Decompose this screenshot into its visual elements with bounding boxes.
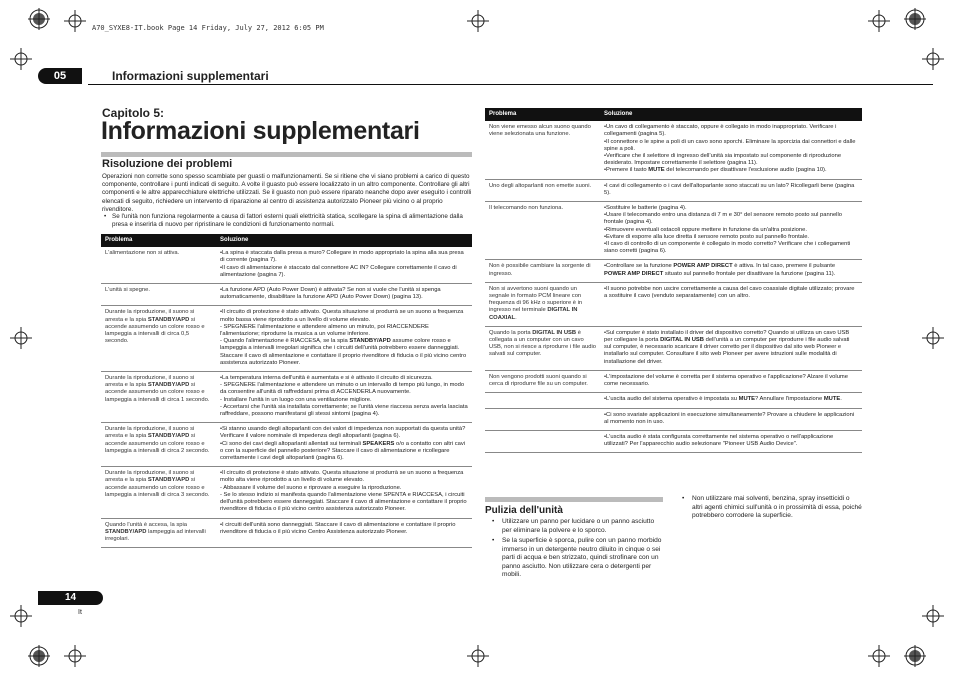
problem-cell: Quando l'unità è accesa, la spia STANDBY/APD lampeggia ad intervalli irregolari. — [101, 518, 216, 548]
table-row — [485, 393, 862, 408]
column-header-solution: Soluzione — [600, 108, 862, 121]
solution-cell: •Controllare se la funzione POWER AMP DIRECT è attiva. In tal caso, premere il pulsante POWER AMP DIRECT situato sul pannello frontale per disattivare la funzione (pagina 11). — [600, 260, 862, 282]
problem-cell: Non si avvertono suoni quando un segnale in formato PCM lineare con frequenza di 96 kHz o superiore è in ingresso nel terminale DIGITAL IN COAXIAL. — [485, 282, 600, 326]
page-title: Informazioni supplementari — [101, 117, 420, 145]
problem-cell: Non viene emesso alcun suono quando viene selezionata una funzione. — [485, 121, 600, 179]
solution-cell: •Ci sono svariate applicazioni in esecuzione simultaneamente? Provare a chiudere le applicazioni al momento non in uso. — [600, 408, 862, 430]
solution-cell: •Il suono potrebbe non uscire correttamente a causa del cavo coassiale digitale utilizzato; provare a sostituire il cavo (venduto separatamente) con un altro. — [600, 282, 862, 326]
chapter-number: 05 — [38, 68, 82, 84]
column-header-solution: Soluzione — [216, 234, 472, 247]
problem-cell: L'alimentazione non si attiva. — [101, 247, 216, 283]
solution-cell: •L'uscita audio del sistema operativo è impostata su MUTE? Annullare l'impostazione MUTE. — [600, 393, 862, 408]
section-heading: Risoluzione dei problemi — [102, 158, 233, 170]
solution-cell: •Il circuito di protezione è stato attivato. Questa situazione si produrrà se un suono a frequenza molto bassa viene riprodotto a un livello di volume elevato. - SPEGNERE l'alimentazione e attendere almeno un minuto, poi RIACCENDERE l'alimentazione; riprodurre la musica a un volume inferiore. - Quando l'alimentazione è RIACCESA, se la spia STANDBY/APD assume colore rosso e lampeggia a intervalli irregolari significa che i circuiti dell'unità potrebbero essere danneggiati. Staccare il cavo di alimentazione e contattare il proprio rivenditore di fiducia o il più vicino centro assistenza autorizzato Pioneer. — [216, 306, 472, 372]
problem-cell: Il telecomando non funziona. — [485, 202, 600, 260]
section-intro: Operazioni non corrette sono spesso scambiate per guasti o malfunzionamenti. Se si ritiene che vi siano problemi a carico di questo componente, controllare i punti indicati di seguito. A volte il guasto può essere localizzato in un altro componente. Controllare gli altri componenti e le altre apparecchiature elettriche utilizzati. Se il guasto non può essere riparato neanche dopo aver eseguito i controlli elencati di seguito, richiedere un intervento di riparazione al centro di assistenza autorizzato Pioneer più vicino o al proprio rivenditore. — [102, 173, 472, 213]
crosshair-icon — [64, 10, 86, 32]
crosshair-icon — [10, 327, 32, 349]
cleaning-section-bar — [485, 497, 663, 502]
solution-cell: •I cavi di collegamento o i cavi dell'altoparlante sono staccati su un lato? Ricollegarli bene (pagina 5). — [600, 179, 862, 201]
table-row — [485, 260, 862, 282]
table-row — [101, 247, 472, 283]
problem-cell: Durante la riproduzione, il suono si arresta e la spia STANDBY/APD si accende assumendo un colore rosso e lampeggia a intervalli di circa 0,5 secondo. — [101, 306, 216, 372]
cleaning-bullet: • Se la superficie è sporca, pulire con un panno morbido immerso in un detergente neutro diluito in cinque o sei parti di acqua e ben strizzato, quindi strofinare con un panno asciutto. Non utilizzare cera o detergenti per mobili. — [492, 537, 662, 579]
crosshair-icon — [10, 605, 32, 627]
table-row — [101, 306, 472, 372]
column-header-problem: Problema — [101, 234, 216, 247]
solution-cell: •La funzione APD (Auto Power Down) è attivata? Se non si vuole che l'unità si spenga automaticamente, disabilitare la funzione APD (Auto Power Down) (pagina 13). — [216, 284, 472, 306]
problem-cell — [485, 393, 600, 408]
solution-cell: •L'impostazione del volume è corretta per il sistema operativo e l'applicazione? Alzare il volume come necessario. — [600, 370, 862, 392]
troubleshooting-table-left — [101, 234, 472, 548]
problem-cell: Durante la riproduzione, il suono si arresta e la spia STANDBY/APD si accende assumendo un colore rosso e lampeggia a intervalli di circa 3 secondo. — [101, 467, 216, 518]
table-row — [485, 179, 862, 201]
solution-cell: •L'uscita audio è stata configurata correttamente nel sistema operativo o nell'applicazione utilizzati? Per l'apparecchio audio selezionare "Pioneer USB Audio Device". — [600, 430, 862, 452]
crosshair-icon — [922, 327, 944, 349]
cleaning-bullet: • Utilizzare un panno per lucidare o un panno asciutto per eliminare la polvere e lo sporco. — [492, 518, 655, 534]
solution-cell: •La temperatura interna dell'unità è aumentata e si è attivato il circuito di sicurezza. - SPEGNERE l'alimentazione e attendere un minuto o un intervallo di tempo più lungo, in modo da consentire all'unità di raffreddarsi prima di ACCENDERLA nuovamente. - Installare l'unità in un luogo con una ventilazione migliore. - Accertarsi che l'unità sia installata correttamente; se l'unità viene riaccesa senza averla lasciata raffreddare, possono manifestarsi gli stessi sintomi (pagina 4). — [216, 372, 472, 423]
column-header-problem: Problema — [485, 108, 600, 121]
crosshair-icon — [922, 48, 944, 70]
crosshair-icon — [64, 645, 86, 667]
table-row — [101, 423, 472, 467]
registration-mark-icon — [28, 8, 50, 30]
intro-bullet: • Se l'unità non funziona regolarmente a causa di fattori esterni quali elettricità statica, scollegare la spina di alimentazione dalla presa e inserirla di nuovo per ripristinare le condizioni di funzionamento normali. — [104, 213, 463, 229]
crosshair-icon — [868, 645, 890, 667]
table-row — [485, 282, 862, 326]
crosshair-icon — [467, 10, 489, 32]
solution-cell: •La spina è staccata dalla presa a muro? Collegare in modo appropriato la spina alla sua presa di corrente (pagina 7). •Il cavo di alimentazione è staccato dal connettore AC IN? Collegare correttamente il cavo di alimentazione (pagina 7). — [216, 247, 472, 283]
problem-cell — [485, 408, 600, 430]
print-header: A70_SYXE8-IT.book Page 14 Friday, July 27, 2012 6:05 PM — [92, 24, 324, 32]
chapter-title: Informazioni supplementari — [112, 69, 269, 83]
troubleshooting-table-right — [485, 108, 862, 453]
problem-cell — [485, 430, 600, 452]
solution-cell: •Sul computer è stato installato il driver del dispositivo corretto? Quando si utilizza un cavo USB per collegare la porta DIGITAL IN USB dell'unità a un computer per riprodurre i file audio salvati sul computer, è necessario scaricare il driver corretto per il dispositivo dal sito web Pioneer e installarlo sul computer. Consultare il sito web Pioneer per avere istruzioni sulle modalità di installazione del driver. — [600, 326, 862, 370]
problem-cell: L'unità si spegne. — [101, 284, 216, 306]
crosshair-icon — [467, 645, 489, 667]
registration-mark-icon — [904, 645, 926, 667]
crosshair-icon — [10, 48, 32, 70]
problem-cell: Durante la riproduzione, il suono si arresta e la spia STANDBY/APD si accende assumendo un colore rosso e lampeggia a intervalli di circa 2 secondo. — [101, 423, 216, 467]
problem-cell: Uno degli altoparlanti non emette suoni. — [485, 179, 600, 201]
table-row — [485, 370, 862, 392]
section-bar — [101, 152, 472, 157]
table-row — [485, 326, 862, 370]
table-row — [485, 121, 862, 179]
solution-cell: •Il circuito di protezione è stato attivato. Questa situazione si produrrà se un suono a frequenza molto alta viene riprodotto a un livello di volume elevato. - Abbassare il volume del suono e riprovare a eseguire la riproduzione. - Se lo stesso indizio si manifesta quando l'alimentazione viene SPENTA e RIACCESA, i circuiti dell'unità potrebbero essere danneggiati. Staccare il cavo di alimentazione e contattare il proprio rivenditore di fiducia o il più vicino centro assistenza autorizzato Pioneer. — [216, 467, 472, 518]
table-row — [101, 372, 472, 423]
chapter-rule — [88, 84, 933, 85]
crosshair-icon — [868, 10, 890, 32]
registration-mark-icon — [904, 8, 926, 30]
cleaning-heading: Pulizia dell'unità — [485, 505, 563, 516]
problem-cell: Non vengono prodotti suoni quando si cerca di riprodurre file su un computer. — [485, 370, 600, 392]
table-row — [485, 430, 862, 452]
table-row — [485, 202, 862, 260]
cleaning-bullet: • Non utilizzare mai solventi, benzina, spray insetticidi o altri agenti chimici sull'unità o in prossimità di essa, poiché potrebbero corrodere la superficie. — [682, 495, 862, 520]
solution-cell: •Sostituire le batterie (pagina 4). •Usare il telecomando entro una distanza di 7 m e 30° del sensore remoto posto sul pannello frontale (pagina 4). •Rimuovere eventuali ostacoli oppure mettere in funzione da un'altra posizione. •Evitare di esporre alla luce diretta il sensore remoto posto sul pannello frontale. •Il cavo di controllo di un componente è collegato in modo corretto? Verificare che i collegamenti siano corretti (pagina 6). — [600, 202, 862, 260]
table-row — [101, 518, 472, 548]
problem-cell: Quando la porta DIGITAL IN USB è collegata a un computer con un cavo USB, non si riesce a riprodurre i file audio salvati sul computer. — [485, 326, 600, 370]
registration-mark-icon — [28, 645, 50, 667]
solution-cell: •Si stanno usando degli altoparlanti con dei valori di impedenza non supportati da questa unità? Verificare il valore nominale di impedenza degli altoparlanti (pagina 6). •Ci sono dei cavi degli altoparlanti allentati sui terminali SPEAKERS o/o a contatto con altri cavi o con la superficie del pannello posteriore? Staccare il cavo di alimentazione e ricollegare correttamente i cavi degli altoparlanti (pagina 6). — [216, 423, 472, 467]
solution-cell: •Un cavo di collegamento è staccato, oppure è collegato in modo inappropriato. Verificare i collegamenti (pagina 5). •Il connettore o le spine a poli di un cavo sono sporchi. Eliminare la sporcizia dai connettori e dalle spine a poli. •Verificare che il selettore di ingresso dell'unità sia impostato sul componente di riproduzione desiderato. Impostare correttamente il selettore (pagina 11). •Premere il tasto MUTE del telecomando per disattivare l'esclusione audio (pagina 10). — [600, 121, 862, 179]
solution-cell: •I circuiti dell'unità sono danneggiati. Staccare il cavo di alimentazione e contattare il proprio rivenditore di fiducia o il più vicino Centro Assistenza autorizzato Pioneer. — [216, 518, 472, 548]
table-row — [101, 284, 472, 306]
table-row — [485, 408, 862, 430]
language-code: It — [78, 609, 82, 616]
page-number: 14 — [38, 591, 103, 605]
problem-cell: Non è possibile cambiare la sorgente di ingresso. — [485, 260, 600, 282]
table-row — [101, 467, 472, 518]
crosshair-icon — [922, 605, 944, 627]
problem-cell: Durante la riproduzione, il suono si arresta e la spia STANDBY/APD si accende assumendo un colore rosso e lampeggia a intervalli di circa 1 secondo. — [101, 372, 216, 423]
chapter-kicker: Capitolo 5: — [102, 106, 164, 120]
